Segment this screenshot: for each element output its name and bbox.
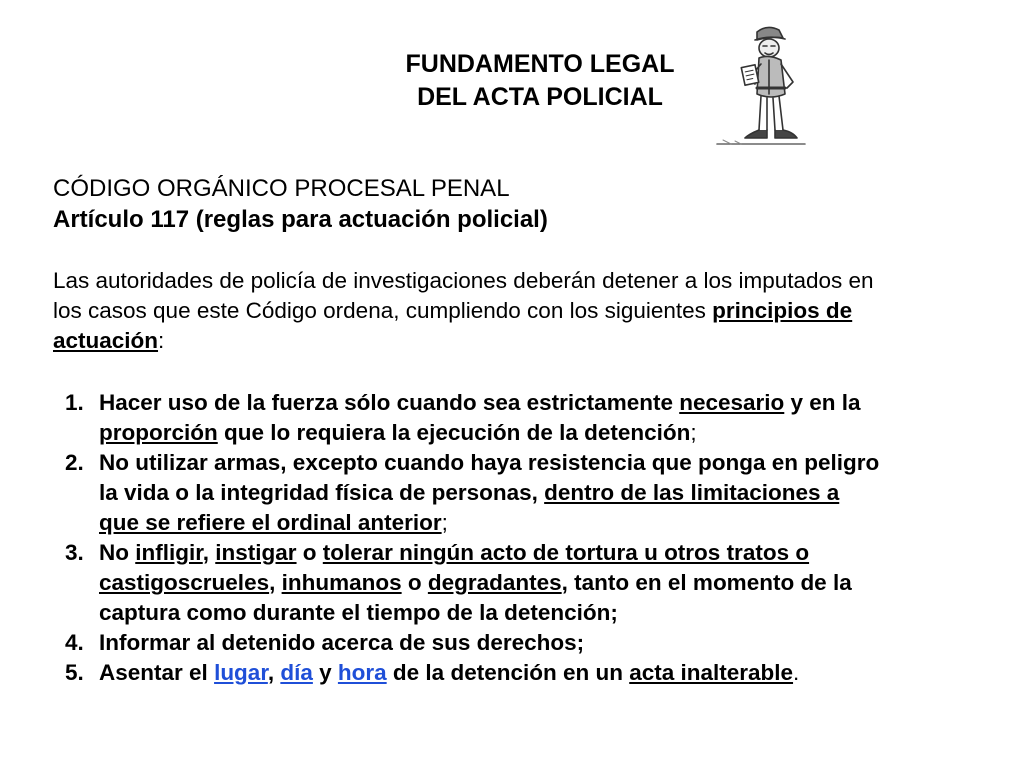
underlined-term: inhumanos: [281, 570, 402, 595]
list-item: [53, 538, 1003, 628]
item-number: 5.: [65, 660, 84, 685]
item-number: 3.: [65, 540, 84, 565]
underlined-term: instigar: [215, 540, 297, 565]
code-heading: CÓDIGO ORGÁNICO PROCESAL PENAL: [53, 175, 510, 202]
item-line: [99, 418, 1003, 448]
police-officer-cartoon-icon: [705, 22, 815, 152]
list-item: [53, 388, 1003, 448]
underlined-term: castigoscrueles: [99, 570, 270, 595]
page-title: [330, 48, 750, 114]
intro-text: los casos que este Código ordena, cumpliendo con los siguientes: [53, 298, 713, 323]
item-text: Asentar el: [99, 660, 215, 685]
item-line: No utilizar armas, excepto cuando haya resistencia que ponga en peligro: [99, 450, 880, 475]
list-item: [53, 658, 1003, 688]
item-punct: ;: [690, 420, 697, 445]
item-text: No: [99, 540, 136, 565]
underlined-term: dentro de las limitaciones a: [544, 480, 840, 505]
intro-paragraph: [53, 266, 1003, 356]
item-line: Informar al detenido acerca de sus derechos;: [99, 630, 585, 655]
underlined-term: acta inalterable: [629, 660, 794, 685]
principles-term: principios de: [712, 298, 853, 323]
list-item: [53, 448, 1003, 538]
link-hora[interactable]: hora: [337, 660, 387, 685]
item-text: que lo requiera la ejecución de la detención: [217, 420, 691, 445]
item-line: [99, 538, 1003, 568]
intro-line-2: [53, 296, 1003, 326]
item-punct: ;: [441, 510, 448, 535]
item-punct: .: [793, 660, 800, 685]
underlined-term: necesario: [679, 390, 785, 415]
underlined-term: proporción: [99, 420, 218, 445]
item-text: ,: [267, 660, 281, 685]
item-line: [99, 478, 1003, 508]
item-line: [99, 508, 1003, 538]
principles-list: [53, 388, 1003, 688]
principles-term-cont: actuación: [53, 328, 159, 353]
intro-colon: :: [158, 328, 165, 353]
item-text: o: [401, 570, 428, 595]
underlined-term: infligir: [135, 540, 203, 565]
item-text: Hacer uso de la fuerza sólo cuando sea estrictamente: [99, 390, 680, 415]
item-text: o: [296, 540, 323, 565]
item-line: [99, 568, 1003, 598]
article-heading: Artículo 117 (reglas para actuación policial): [53, 206, 548, 233]
title-line-1: FUNDAMENTO LEGAL: [405, 50, 675, 78]
underlined-term: degradantes: [427, 570, 562, 595]
item-text: de la detención en un: [386, 660, 630, 685]
item-text: y: [312, 660, 338, 685]
link-dia[interactable]: día: [280, 660, 313, 685]
item-text: la vida o la integridad física de personas,: [99, 480, 545, 505]
link-lugar[interactable]: lugar: [214, 660, 268, 685]
item-text: , tanto en el momento de la: [561, 570, 852, 595]
item-number: 1.: [65, 390, 84, 415]
item-text: y en la: [784, 390, 861, 415]
item-text: ,: [269, 570, 282, 595]
item-text: ,: [202, 540, 216, 565]
item-number: 4.: [65, 630, 84, 655]
intro-line-3: [53, 326, 1003, 356]
underlined-term: que se refiere el ordinal anterior: [99, 510, 442, 535]
intro-line-1: Las autoridades de policía de investigaciones deberán detener a los imputados en: [53, 268, 874, 293]
list-item: [53, 628, 1003, 658]
underlined-term: tolerar ningún acto de tortura u otros tratos o: [322, 540, 810, 565]
item-number: 2.: [65, 450, 84, 475]
title-line-2: DEL ACTA POLICIAL: [417, 83, 663, 111]
item-line: [99, 388, 1003, 418]
item-line: [99, 658, 1003, 688]
item-line: captura como durante el tiempo de la detención;: [99, 600, 618, 625]
